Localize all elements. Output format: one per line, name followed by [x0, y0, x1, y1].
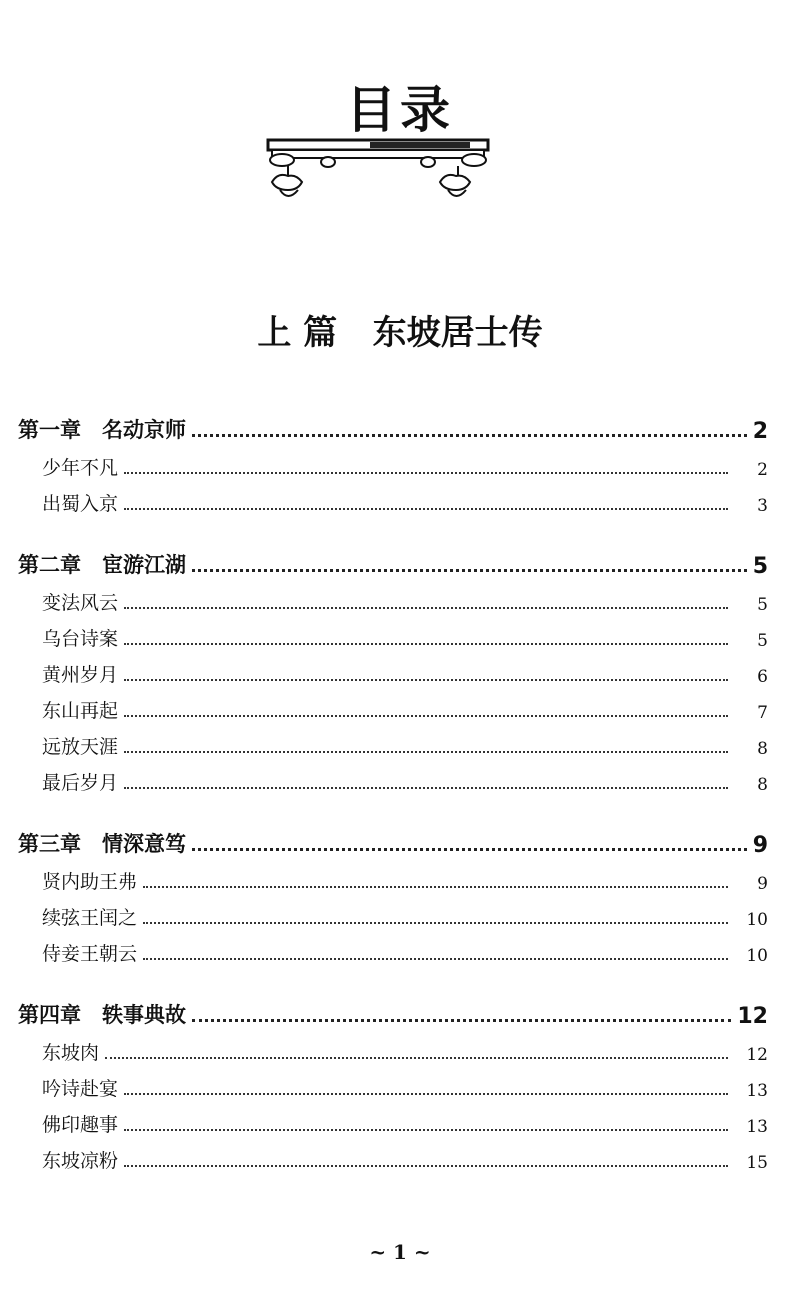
section-title: 乌台诗案	[42, 628, 119, 650]
chapter-block	[18, 822, 768, 966]
section-page-number: 3	[757, 496, 768, 516]
section-entry[interactable]	[18, 930, 768, 966]
leader-dots	[105, 1057, 728, 1059]
section-title: 东坡凉粉	[42, 1150, 119, 1172]
leader-dots	[124, 1165, 728, 1167]
chapter-page-number: 5	[752, 554, 768, 579]
section-title: 东山再起	[42, 700, 119, 722]
section-page-number: 13	[746, 1081, 768, 1101]
leader-dots	[124, 508, 728, 510]
section-page-number: 7	[757, 703, 768, 723]
leader-dots	[124, 472, 728, 474]
chapter-title: 第一章 名动京师	[18, 418, 186, 442]
chapter-entry[interactable]	[18, 822, 768, 858]
section-page-number: 6	[757, 667, 768, 687]
chapter-entry[interactable]	[18, 543, 768, 579]
section-title: 贤内助王弗	[42, 871, 138, 893]
chapter-block	[18, 408, 768, 516]
section-entry[interactable]	[18, 1029, 768, 1065]
section-page-number: 15	[746, 1153, 768, 1173]
table-ornament-icon	[258, 136, 498, 216]
chapter-block	[18, 993, 768, 1173]
section-title: 黄州岁月	[42, 664, 119, 686]
leader-dots	[124, 1093, 728, 1095]
section-page-number: 12	[746, 1045, 768, 1065]
chapter-title: 第二章 宦游江湖	[18, 553, 186, 577]
leader-dots	[192, 848, 747, 851]
section-title: 出蜀入京	[42, 493, 119, 515]
chapter-page-number: 9	[752, 833, 768, 858]
section-title: 侍妾王朝云	[42, 943, 138, 965]
chapter-title: 第四章 轶事典故	[18, 1003, 186, 1027]
part-title: 上 篇 东坡居士传	[257, 313, 543, 353]
leader-dots	[143, 958, 728, 960]
section-entry[interactable]	[18, 579, 768, 615]
section-page-number: 10	[746, 910, 768, 930]
leader-dots	[124, 751, 728, 753]
section-entry[interactable]	[18, 444, 768, 480]
section-entry[interactable]	[18, 1065, 768, 1101]
table-of-contents	[18, 408, 768, 1200]
chapter-page-number: 2	[752, 419, 768, 444]
section-entry[interactable]	[18, 858, 768, 894]
section-entry[interactable]	[18, 759, 768, 795]
section-page-number: 5	[757, 631, 768, 651]
leader-dots	[124, 787, 728, 789]
page-title: 目录	[346, 80, 454, 139]
section-title: 远放天涯	[42, 736, 119, 758]
chapter-block	[18, 543, 768, 795]
page-number-footer: ~ 1 ~	[369, 1240, 431, 1264]
section-entry[interactable]	[18, 480, 768, 516]
leader-dots	[192, 1019, 731, 1022]
section-page-number: 10	[746, 946, 768, 966]
section-title: 变法风云	[42, 592, 119, 614]
section-entry[interactable]	[18, 1101, 768, 1137]
leader-dots	[124, 1129, 728, 1131]
leader-dots	[124, 607, 728, 609]
section-page-number: 9	[757, 874, 768, 894]
section-page-number: 8	[757, 739, 768, 759]
section-page-number: 8	[757, 775, 768, 795]
section-entry[interactable]	[18, 894, 768, 930]
section-title: 续弦王闰之	[42, 907, 138, 929]
leader-dots	[143, 886, 728, 888]
section-entry[interactable]	[18, 1137, 768, 1173]
section-title: 最后岁月	[42, 772, 119, 794]
leader-dots	[192, 569, 747, 572]
section-title: 佛印趣事	[42, 1114, 119, 1136]
section-title: 东坡肉	[42, 1042, 100, 1064]
chapter-entry[interactable]	[18, 408, 768, 444]
chapter-page-number: 12	[737, 1004, 768, 1029]
section-entry[interactable]	[18, 651, 768, 687]
section-entry[interactable]	[18, 723, 768, 759]
chapter-entry[interactable]	[18, 993, 768, 1029]
section-title: 吟诗赴宴	[42, 1078, 119, 1100]
section-title: 少年不凡	[42, 457, 119, 479]
leader-dots	[124, 679, 728, 681]
chapter-title: 第三章 情深意笃	[18, 832, 186, 856]
leader-dots	[192, 434, 747, 437]
section-entry[interactable]	[18, 615, 768, 651]
section-page-number: 13	[746, 1117, 768, 1137]
leader-dots	[143, 922, 728, 924]
section-page-number: 5	[757, 595, 768, 615]
leader-dots	[124, 715, 728, 717]
section-page-number: 2	[757, 460, 768, 480]
section-entry[interactable]	[18, 687, 768, 723]
leader-dots	[124, 643, 728, 645]
